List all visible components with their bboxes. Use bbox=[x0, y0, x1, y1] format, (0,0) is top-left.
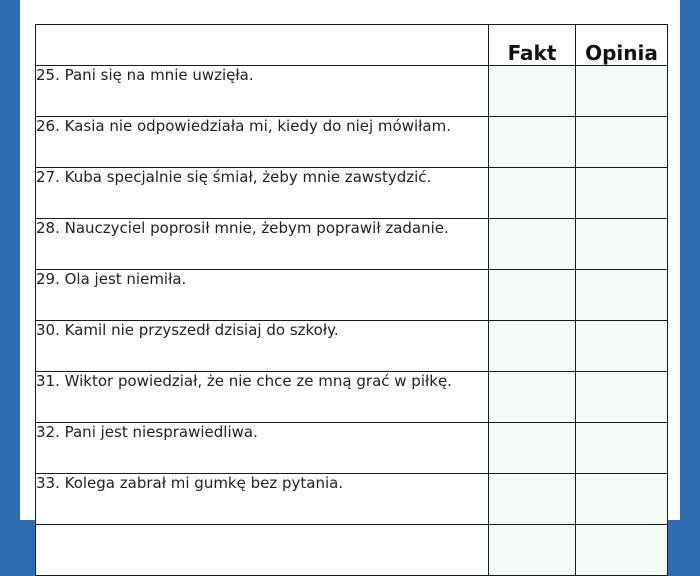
table-header-row bbox=[36, 25, 668, 66]
fakt-answer-cell[interactable] bbox=[489, 66, 576, 117]
table-row bbox=[36, 66, 668, 117]
table-row bbox=[36, 219, 668, 270]
statement-column-header bbox=[36, 25, 489, 66]
opinia-answer-cell[interactable] bbox=[576, 270, 668, 321]
table-row bbox=[36, 321, 668, 372]
statement-text: 25. Pani się na mnie uwzięła. bbox=[36, 66, 489, 117]
fakt-answer-cell[interactable] bbox=[489, 321, 576, 372]
opinia-answer-cell[interactable] bbox=[576, 321, 668, 372]
table-row bbox=[36, 372, 668, 423]
table-row bbox=[36, 525, 668, 576]
opinia-answer-cell[interactable] bbox=[576, 423, 668, 474]
statement-text: 28. Nauczyciel poprosił mnie, żebym poprawił zadanie. bbox=[36, 219, 489, 270]
fakt-answer-cell[interactable] bbox=[489, 117, 576, 168]
statement-text: 30. Kamil nie przyszedł dzisiaj do szkoły. bbox=[36, 321, 489, 372]
statement-text: 32. Pani jest niesprawiedliwa. bbox=[36, 423, 489, 474]
statement-text: 27. Kuba specjalnie się śmiał, żeby mnie zawstydzić. bbox=[36, 168, 489, 219]
statement-text: 29. Ola jest niemiła. bbox=[36, 270, 489, 321]
table-row bbox=[36, 117, 668, 168]
fakt-answer-cell[interactable] bbox=[489, 372, 576, 423]
opinia-answer-cell[interactable] bbox=[576, 474, 668, 525]
fakt-answer-cell[interactable] bbox=[489, 525, 576, 576]
fakt-answer-cell[interactable] bbox=[489, 423, 576, 474]
table-row bbox=[36, 270, 668, 321]
opinia-column-header: Opinia bbox=[576, 25, 668, 66]
fakt-answer-cell[interactable] bbox=[489, 168, 576, 219]
opinia-answer-cell[interactable] bbox=[576, 66, 668, 117]
statement-text: 31. Wiktor powiedział, że nie chce ze mną grać w piłkę. bbox=[36, 372, 489, 423]
table-row bbox=[36, 423, 668, 474]
fakt-answer-cell[interactable] bbox=[489, 474, 576, 525]
fakt-answer-cell[interactable] bbox=[489, 270, 576, 321]
worksheet-page bbox=[20, 0, 680, 520]
fakt-answer-cell[interactable] bbox=[489, 219, 576, 270]
fakt-column-header: Fakt bbox=[489, 25, 576, 66]
opinia-answer-cell[interactable] bbox=[576, 525, 668, 576]
table-row bbox=[36, 474, 668, 525]
table-row bbox=[36, 168, 668, 219]
statement-text: 26. Kasia nie odpowiedziała mi, kiedy do niej mówiłam. bbox=[36, 117, 489, 168]
opinia-answer-cell[interactable] bbox=[576, 168, 668, 219]
statement-text: 33. Kolega zabrał mi gumkę bez pytania. bbox=[36, 474, 489, 525]
opinia-answer-cell[interactable] bbox=[576, 372, 668, 423]
opinia-answer-cell[interactable] bbox=[576, 117, 668, 168]
fact-opinion-table bbox=[35, 24, 668, 576]
opinia-answer-cell[interactable] bbox=[576, 219, 668, 270]
statement-text bbox=[36, 525, 489, 576]
